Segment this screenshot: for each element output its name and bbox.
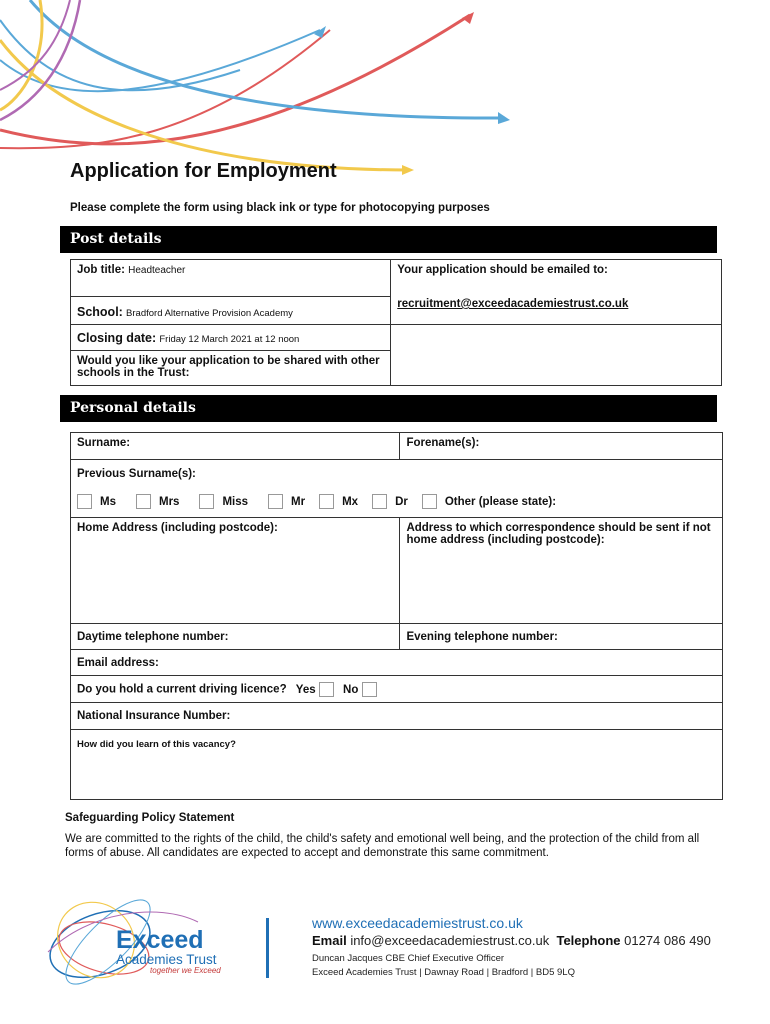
driving-licence-field xyxy=(71,676,723,703)
logo-tagline: together we Exceed xyxy=(150,966,221,975)
surname-field[interactable] xyxy=(71,433,400,460)
licence-no-checkbox[interactable] xyxy=(362,682,377,697)
dr-checkbox[interactable] xyxy=(372,494,387,509)
closing-date-value: Friday 12 March 2021 at 12 noon xyxy=(159,334,300,345)
footer-contact-line xyxy=(312,933,711,948)
logo-name: Exceed xyxy=(116,926,204,954)
footer-ceo-line: Duncan Jacques CBE Chief Executive Officer xyxy=(312,953,505,964)
forename-field[interactable] xyxy=(400,433,723,460)
driving-licence-label: Do you hold a current driving licence? xyxy=(77,683,287,696)
footer-address-line: Exceed Academies Trust | Dawnay Road | Bradford | BD5 9LQ xyxy=(312,967,575,978)
title-option-ms[interactable]: Ms xyxy=(77,494,116,509)
footer-divider xyxy=(266,918,269,978)
job-title-label: Job title: xyxy=(77,264,125,276)
page-title: Application for Employment xyxy=(70,160,337,182)
footer-website-link[interactable]: www.exceedacademiestrust.co.uk xyxy=(312,915,523,931)
closing-date-field[interactable] xyxy=(71,325,391,351)
email-to-link[interactable]: recruitment@exceedacademiestrust.co.uk xyxy=(397,298,629,310)
email-address-field[interactable] xyxy=(71,650,723,676)
email-to-blank xyxy=(391,325,722,386)
safeguarding-title: Safeguarding Policy Statement xyxy=(65,812,235,824)
miss-checkbox[interactable] xyxy=(199,494,214,509)
school-field[interactable] xyxy=(71,297,391,325)
mrs-checkbox[interactable] xyxy=(136,494,151,509)
header-swoosh-graphic xyxy=(0,0,770,180)
ms-checkbox[interactable] xyxy=(77,494,92,509)
vacancy-source-field[interactable] xyxy=(71,730,723,800)
previous-surname-label: Previous Surname(s): xyxy=(77,468,196,480)
licence-yes-checkbox[interactable] xyxy=(319,682,334,697)
share-application-field[interactable] xyxy=(71,351,391,386)
title-options xyxy=(77,494,716,509)
title-option-miss[interactable]: Miss xyxy=(199,494,248,509)
safeguarding-text: We are committed to the rights of the child, the child's safety and emotional well being, and the protection of the child from all forms of abuse. All candidates are expected to accept and demonstrate this same commitment. xyxy=(65,833,700,859)
personal-details-table xyxy=(70,432,723,800)
job-title-field[interactable] xyxy=(71,260,391,297)
evening-phone-label: Evening telephone number: xyxy=(406,631,558,643)
title-option-mrs[interactable]: Mrs xyxy=(136,494,179,509)
footer-email-link[interactable]: info@exceedacademiestrust.co.uk xyxy=(350,933,550,948)
school-label: School: xyxy=(77,305,123,319)
correspondence-address-label: Address to which correspondence should be sent if not home address (including postcode): xyxy=(406,522,711,546)
daytime-phone-label: Daytime telephone number: xyxy=(77,631,229,643)
home-address-label: Home Address (including postcode): xyxy=(77,522,278,534)
title-option-dr[interactable]: Dr xyxy=(372,494,408,509)
title-option-mx[interactable]: Mx xyxy=(319,494,358,509)
footer-email-label: Email xyxy=(312,933,347,948)
other-checkbox[interactable] xyxy=(422,494,437,509)
mx-checkbox[interactable] xyxy=(319,494,334,509)
school-value: Bradford Alternative Provision Academy xyxy=(126,308,293,319)
personal-details-heading: Personal details xyxy=(60,395,717,422)
job-title-value: Headteacher xyxy=(128,265,186,276)
footer-phone-label: Telephone xyxy=(556,933,621,948)
previous-surname-field[interactable] xyxy=(71,460,723,518)
correspondence-address-field[interactable] xyxy=(400,518,723,624)
licence-no-label: No xyxy=(343,683,359,696)
share-application-label: Would you like your application to be shared with other schools in the Trust: xyxy=(77,355,380,379)
licence-yes-label: Yes xyxy=(295,683,316,696)
surname-label: Surname: xyxy=(77,437,131,449)
email-to-label: Your application should be emailed to: xyxy=(397,264,608,276)
mr-checkbox[interactable] xyxy=(268,494,283,509)
forename-label: Forename(s): xyxy=(406,437,480,449)
post-details-table xyxy=(70,259,722,386)
evening-phone-field[interactable] xyxy=(400,624,723,650)
email-address-label: Email address: xyxy=(77,657,159,669)
logo-subtitle: Academies Trust xyxy=(116,952,217,967)
title-option-mr[interactable]: Mr xyxy=(268,494,305,509)
post-details-heading: Post details xyxy=(60,226,717,253)
instructions-text: Please complete the form using black ink or type for photocopying purposes xyxy=(70,202,490,214)
ni-number-field[interactable] xyxy=(71,703,723,730)
ni-number-label: National Insurance Number: xyxy=(77,710,231,722)
home-address-field[interactable] xyxy=(71,518,400,624)
footer-phone-value: 01274 086 490 xyxy=(624,933,711,948)
title-option-other[interactable]: Other (please state): xyxy=(422,494,556,509)
email-to-cell xyxy=(391,260,722,325)
daytime-phone-field[interactable] xyxy=(71,624,400,650)
closing-date-label: Closing date: xyxy=(77,331,157,345)
vacancy-source-label: How did you learn of this vacancy? xyxy=(77,739,236,750)
